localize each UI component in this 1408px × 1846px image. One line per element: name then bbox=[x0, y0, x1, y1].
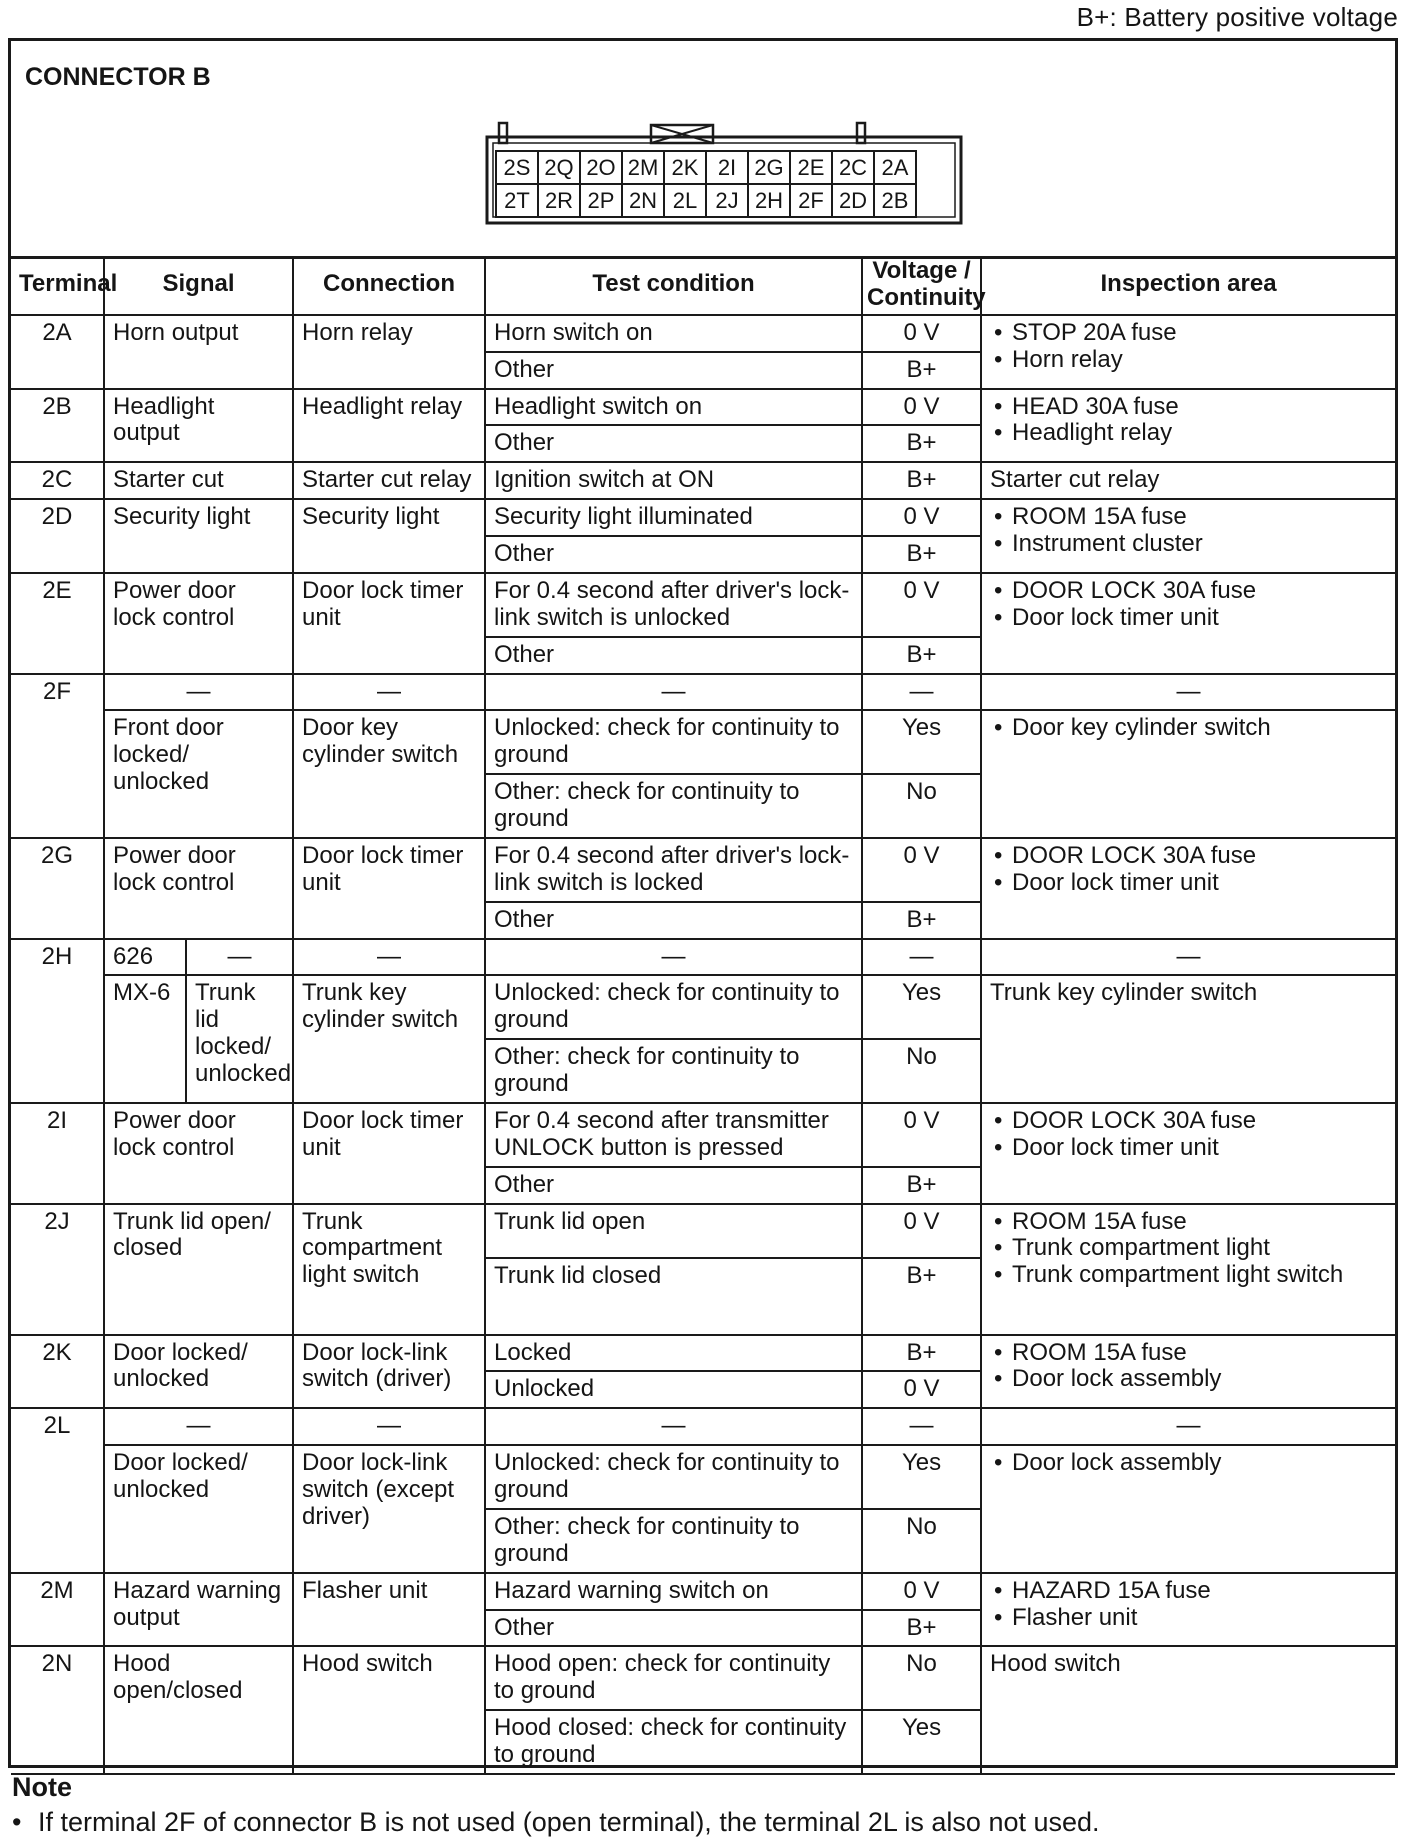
voltage-continuity-cell: 0 V bbox=[862, 1573, 981, 1610]
inspection-list bbox=[990, 843, 1387, 897]
terminal-cell: 2I bbox=[11, 1103, 104, 1204]
inspection-item: • ROOM 15A fuse bbox=[990, 1340, 1387, 1367]
signal-cell: Door locked/ unlocked bbox=[104, 1335, 293, 1409]
table-row bbox=[11, 1204, 1395, 1258]
test-condition-cell: Other bbox=[485, 637, 862, 674]
connection-cell: Trunk compartment light switch bbox=[293, 1204, 485, 1335]
connector-pin: 2I bbox=[706, 151, 748, 184]
inspection-item: • Trunk compartment light bbox=[990, 1235, 1387, 1262]
voltage-continuity-cell: B+ bbox=[862, 1258, 981, 1335]
pin-grid bbox=[495, 150, 917, 218]
voltage-continuity-cell: B+ bbox=[862, 536, 981, 573]
inspection-area-cell bbox=[981, 1573, 1395, 1647]
inspection-item: • ROOM 15A fuse bbox=[990, 504, 1387, 531]
connection-dash-cell: — bbox=[293, 674, 485, 711]
inspection-list bbox=[990, 1340, 1387, 1394]
connector-title: CONNECTOR B bbox=[25, 63, 211, 91]
header-inspection-area: Inspection area bbox=[981, 256, 1395, 315]
test-dash-cell: — bbox=[485, 1408, 862, 1445]
inspection-item: • STOP 20A fuse bbox=[990, 320, 1387, 347]
inspection-item: • ROOM 15A fuse bbox=[990, 1209, 1387, 1236]
voltage-continuity-cell: Yes bbox=[862, 710, 981, 774]
left-latch-icon bbox=[499, 123, 507, 143]
test-condition-cell: For 0.4 second after driver's lock-link switch is unlocked bbox=[485, 573, 862, 637]
right-latch-icon bbox=[857, 123, 865, 143]
inspection-dash-cell: — bbox=[981, 1408, 1395, 1445]
inspection-list bbox=[990, 1578, 1387, 1632]
connector-pin: 2Q bbox=[538, 151, 580, 184]
note-title: Note bbox=[12, 1772, 72, 1802]
connector-pin: 2O bbox=[580, 151, 622, 184]
table-row bbox=[11, 499, 1395, 536]
test-condition-cell: Ignition switch at ON bbox=[485, 462, 862, 499]
voltage-continuity-cell: 0 V bbox=[862, 573, 981, 637]
inspection-item: • Instrument cluster bbox=[990, 531, 1387, 558]
dash-cell: — bbox=[104, 1408, 293, 1445]
inspection-area-cell bbox=[981, 389, 1395, 463]
terminal-cell: 2F bbox=[11, 674, 104, 838]
table-body bbox=[11, 315, 1395, 1774]
voltage-continuity-cell: B+ bbox=[862, 1167, 981, 1204]
inspection-item: • DOOR LOCK 30A fuse bbox=[990, 578, 1387, 605]
connector-pin: 2L bbox=[664, 184, 706, 217]
lock-tab-icon bbox=[651, 125, 713, 143]
test-condition-cell: For 0.4 second after driver's lock-link switch is locked bbox=[485, 838, 862, 902]
test-condition-cell: Hood open: check for continuity to ground bbox=[485, 1646, 862, 1710]
connection-dash-cell: — bbox=[293, 939, 485, 976]
table-row bbox=[11, 838, 1395, 902]
test-condition-cell: Unlocked: check for continuity to ground bbox=[485, 975, 862, 1039]
test-condition-cell: Other: check for continuity to ground bbox=[485, 774, 862, 838]
terminal-cell: 2M bbox=[11, 1573, 104, 1647]
voltage-continuity-cell: No bbox=[862, 1039, 981, 1103]
pin-row-top bbox=[496, 151, 916, 184]
inspection-list bbox=[990, 320, 1387, 374]
voltage-continuity-cell: B+ bbox=[862, 1610, 981, 1647]
connector-pin: 2G bbox=[748, 151, 790, 184]
inspection-item: • Door key cylinder switch bbox=[990, 715, 1387, 742]
model-cell: 626 bbox=[104, 939, 186, 976]
header-terminal: Terminal bbox=[11, 256, 104, 315]
connector-pin: 2P bbox=[580, 184, 622, 217]
inspection-list bbox=[990, 394, 1387, 448]
inspection-dash-cell: — bbox=[981, 674, 1395, 711]
test-condition-cell: Hood closed: check for continuity to ground bbox=[485, 1710, 862, 1774]
connector-pin: 2D bbox=[832, 184, 874, 217]
header-signal: Signal bbox=[104, 256, 293, 315]
inspection-dash-cell: — bbox=[981, 939, 1395, 976]
note-item bbox=[12, 1807, 1100, 1838]
table-row bbox=[11, 462, 1395, 499]
note-section bbox=[12, 1772, 1100, 1838]
inspection-list bbox=[990, 1450, 1387, 1477]
table-row bbox=[11, 1335, 1395, 1372]
inspection-area-cell: Trunk key cylinder switch bbox=[981, 975, 1395, 1103]
voltage-continuity-cell: 0 V bbox=[862, 389, 981, 426]
inspection-item: • Door lock assembly bbox=[990, 1366, 1387, 1393]
test-condition-cell: Locked bbox=[485, 1335, 862, 1372]
note-text: If terminal 2F of connector B is not used (open terminal), the terminal 2L is also not used. bbox=[38, 1807, 1100, 1837]
table-row bbox=[11, 1408, 1395, 1445]
voltage-continuity-cell: No bbox=[862, 1646, 981, 1710]
inspection-table bbox=[11, 256, 1395, 1775]
header-test-condition: Test condition bbox=[485, 256, 862, 315]
test-condition-cell: Security light illuminated bbox=[485, 499, 862, 536]
table-row bbox=[11, 1445, 1395, 1509]
connector-pin: 2B bbox=[874, 184, 916, 217]
inspection-area-cell bbox=[981, 315, 1395, 389]
test-condition-cell: Horn switch on bbox=[485, 315, 862, 352]
connector-pin: 2R bbox=[538, 184, 580, 217]
voltage-continuity-cell: B+ bbox=[862, 902, 981, 939]
signal-cell: Security light bbox=[104, 499, 293, 573]
terminal-cell: 2H bbox=[11, 939, 104, 1103]
inspection-list bbox=[990, 1108, 1387, 1162]
inspection-item: • Headlight relay bbox=[990, 420, 1387, 447]
test-condition-cell: Unlocked: check for continuity to ground bbox=[485, 710, 862, 774]
connector-pin: 2T bbox=[496, 184, 538, 217]
inspection-item: • Door lock timer unit bbox=[990, 1135, 1387, 1162]
connection-cell: Horn relay bbox=[293, 315, 485, 389]
connection-cell: Hood switch bbox=[293, 1646, 485, 1774]
test-condition-cell: For 0.4 second after transmitter UNLOCK button is pressed bbox=[485, 1103, 862, 1167]
connection-dash-cell: — bbox=[293, 1408, 485, 1445]
battery-voltage-legend: B+: Battery positive voltage bbox=[1076, 2, 1398, 32]
connection-cell: Door lock-link switch (driver) bbox=[293, 1335, 485, 1409]
voltage-continuity-cell: B+ bbox=[862, 462, 981, 499]
bullet-icon: • bbox=[12, 1807, 22, 1837]
table-row bbox=[11, 389, 1395, 426]
terminal-cell: 2N bbox=[11, 1646, 104, 1774]
test-dash-cell: — bbox=[485, 939, 862, 976]
voltage-continuity-cell: Yes bbox=[862, 1710, 981, 1774]
table-row bbox=[11, 573, 1395, 637]
inspection-list bbox=[990, 715, 1387, 742]
inspection-list bbox=[990, 504, 1387, 558]
table-row bbox=[11, 710, 1395, 774]
inspection-item: • Trunk compartment light switch bbox=[990, 1262, 1387, 1289]
connector-pin: 2C bbox=[832, 151, 874, 184]
table-row bbox=[11, 975, 1395, 1039]
test-condition-cell: Unlocked bbox=[485, 1371, 862, 1408]
signal-cell: Power door lock control bbox=[104, 573, 293, 674]
signal-cell: Hazard warning output bbox=[104, 1573, 293, 1647]
header-connection: Connection bbox=[293, 256, 485, 315]
header-voltage-continuity: Voltage / Continuity bbox=[862, 256, 981, 315]
connection-cell: Door lock timer unit bbox=[293, 838, 485, 939]
terminal-cell: 2D bbox=[11, 499, 104, 573]
signal-cell: Front door locked/ unlocked bbox=[104, 710, 293, 838]
test-condition-cell: Other bbox=[485, 352, 862, 389]
voltage-continuity-cell: 0 V bbox=[862, 315, 981, 352]
connection-cell: Headlight relay bbox=[293, 389, 485, 463]
inspection-item: • DOOR LOCK 30A fuse bbox=[990, 843, 1387, 870]
pin-row-bottom bbox=[496, 184, 916, 217]
terminal-cell: 2J bbox=[11, 1204, 104, 1335]
test-condition-cell: Other bbox=[485, 425, 862, 462]
connector-pin: 2K bbox=[664, 151, 706, 184]
connector-pin: 2N bbox=[622, 184, 664, 217]
signal-cell: Trunk lid locked/ unlocked bbox=[186, 975, 293, 1103]
inspection-item: • Door lock assembly bbox=[990, 1450, 1387, 1477]
voltage-continuity-cell: 0 V bbox=[862, 838, 981, 902]
table-row bbox=[11, 1573, 1395, 1610]
voltage-continuity-cell: 0 V bbox=[862, 1103, 981, 1167]
table-row bbox=[11, 315, 1395, 352]
inspection-area-cell bbox=[981, 710, 1395, 838]
connection-cell: Starter cut relay bbox=[293, 462, 485, 499]
voltage-continuity-cell: Yes bbox=[862, 1445, 981, 1509]
signal-cell: Power door lock control bbox=[104, 1103, 293, 1204]
table-row bbox=[11, 1646, 1395, 1710]
inspection-item: • HEAD 30A fuse bbox=[990, 394, 1387, 421]
terminal-cell: 2B bbox=[11, 389, 104, 463]
inspection-area-cell bbox=[981, 1445, 1395, 1573]
inspection-area-cell bbox=[981, 838, 1395, 939]
connector-pin: 2E bbox=[790, 151, 832, 184]
dash-cell: — bbox=[104, 674, 293, 711]
inspection-item: • Door lock timer unit bbox=[990, 870, 1387, 897]
table-row bbox=[11, 939, 1395, 976]
test-condition-cell: Other: check for continuity to ground bbox=[485, 1509, 862, 1573]
inspection-item: • Door lock timer unit bbox=[990, 605, 1387, 632]
signal-cell: Hood open/closed bbox=[104, 1646, 293, 1774]
connection-cell: Flasher unit bbox=[293, 1573, 485, 1647]
connector-pin: 2J bbox=[706, 184, 748, 217]
terminal-cell: 2G bbox=[11, 838, 104, 939]
terminal-cell: 2K bbox=[11, 1335, 104, 1409]
signal-cell: Horn output bbox=[104, 315, 293, 389]
inspection-area-cell: Starter cut relay bbox=[981, 462, 1395, 499]
connector-panel bbox=[11, 41, 1395, 259]
connection-cell: Door key cylinder switch bbox=[293, 710, 485, 838]
voltage-continuity-cell: B+ bbox=[862, 352, 981, 389]
voltage-continuity-cell: 0 V bbox=[862, 499, 981, 536]
connection-cell: Door lock-link switch (except driver) bbox=[293, 1445, 485, 1573]
voltage-continuity-cell: 0 V bbox=[862, 1371, 981, 1408]
test-condition-cell: Other: check for continuity to ground bbox=[485, 1039, 862, 1103]
connection-cell: Door lock timer unit bbox=[293, 1103, 485, 1204]
terminal-cell: 2C bbox=[11, 462, 104, 499]
terminal-cell: 2L bbox=[11, 1408, 104, 1572]
inspection-item: • Horn relay bbox=[990, 347, 1387, 374]
value-dash-cell: — bbox=[862, 1408, 981, 1445]
test-condition-cell: Headlight switch on bbox=[485, 389, 862, 426]
test-condition-cell: Hazard warning switch on bbox=[485, 1573, 862, 1610]
voltage-continuity-cell: B+ bbox=[862, 425, 981, 462]
inspection-area-cell bbox=[981, 1204, 1395, 1335]
table-row bbox=[11, 1103, 1395, 1167]
voltage-continuity-cell: Yes bbox=[862, 975, 981, 1039]
terminal-cell: 2A bbox=[11, 315, 104, 389]
signal-cell: Headlight output bbox=[104, 389, 293, 463]
test-condition-cell: Other bbox=[485, 902, 862, 939]
voltage-continuity-cell: B+ bbox=[862, 637, 981, 674]
connector-table-frame bbox=[8, 38, 1398, 1768]
signal-cell: Starter cut bbox=[104, 462, 293, 499]
connector-pin: 2H bbox=[748, 184, 790, 217]
inspection-area-cell bbox=[981, 499, 1395, 573]
table-header-row bbox=[11, 256, 1395, 315]
value-dash-cell: — bbox=[862, 939, 981, 976]
voltage-continuity-cell: No bbox=[862, 774, 981, 838]
value-dash-cell: — bbox=[862, 674, 981, 711]
voltage-continuity-cell: B+ bbox=[862, 1335, 981, 1372]
inspection-area-cell: Hood switch bbox=[981, 1646, 1395, 1774]
voltage-continuity-cell: 0 V bbox=[862, 1204, 981, 1258]
connector-pin: 2M bbox=[622, 151, 664, 184]
inspection-area-cell bbox=[981, 573, 1395, 674]
model-cell: MX-6 bbox=[104, 975, 186, 1103]
test-condition-cell: Other bbox=[485, 1167, 862, 1204]
connector-pin: 2A bbox=[874, 151, 916, 184]
test-condition-cell: Trunk lid closed bbox=[485, 1258, 862, 1335]
connector-pin: 2S bbox=[496, 151, 538, 184]
test-condition-cell: Other bbox=[485, 536, 862, 573]
test-condition-cell: Other bbox=[485, 1610, 862, 1647]
voltage-continuity-cell: No bbox=[862, 1509, 981, 1573]
test-condition-cell: Trunk lid open bbox=[485, 1204, 862, 1258]
inspection-area-cell bbox=[981, 1335, 1395, 1409]
test-condition-cell: Unlocked: check for continuity to ground bbox=[485, 1445, 862, 1509]
inspection-list bbox=[990, 578, 1387, 632]
connector-diagram bbox=[485, 113, 963, 225]
signal-cell: Power door lock control bbox=[104, 838, 293, 939]
connection-cell: Trunk key cylinder switch bbox=[293, 975, 485, 1103]
signal-cell: Door locked/ unlocked bbox=[104, 1445, 293, 1573]
dash-cell: — bbox=[186, 939, 293, 976]
inspection-list bbox=[990, 1209, 1387, 1290]
connector-pin: 2F bbox=[790, 184, 832, 217]
inspection-item: • HAZARD 15A fuse bbox=[990, 1578, 1387, 1605]
terminal-cell: 2E bbox=[11, 573, 104, 674]
inspection-item: • DOOR LOCK 30A fuse bbox=[990, 1108, 1387, 1135]
signal-cell: Trunk lid open/ closed bbox=[104, 1204, 293, 1335]
test-dash-cell: — bbox=[485, 674, 862, 711]
inspection-area-cell bbox=[981, 1103, 1395, 1204]
connection-cell: Security light bbox=[293, 499, 485, 573]
inspection-item: • Flasher unit bbox=[990, 1605, 1387, 1632]
table-row bbox=[11, 674, 1395, 711]
connection-cell: Door lock timer unit bbox=[293, 573, 485, 674]
